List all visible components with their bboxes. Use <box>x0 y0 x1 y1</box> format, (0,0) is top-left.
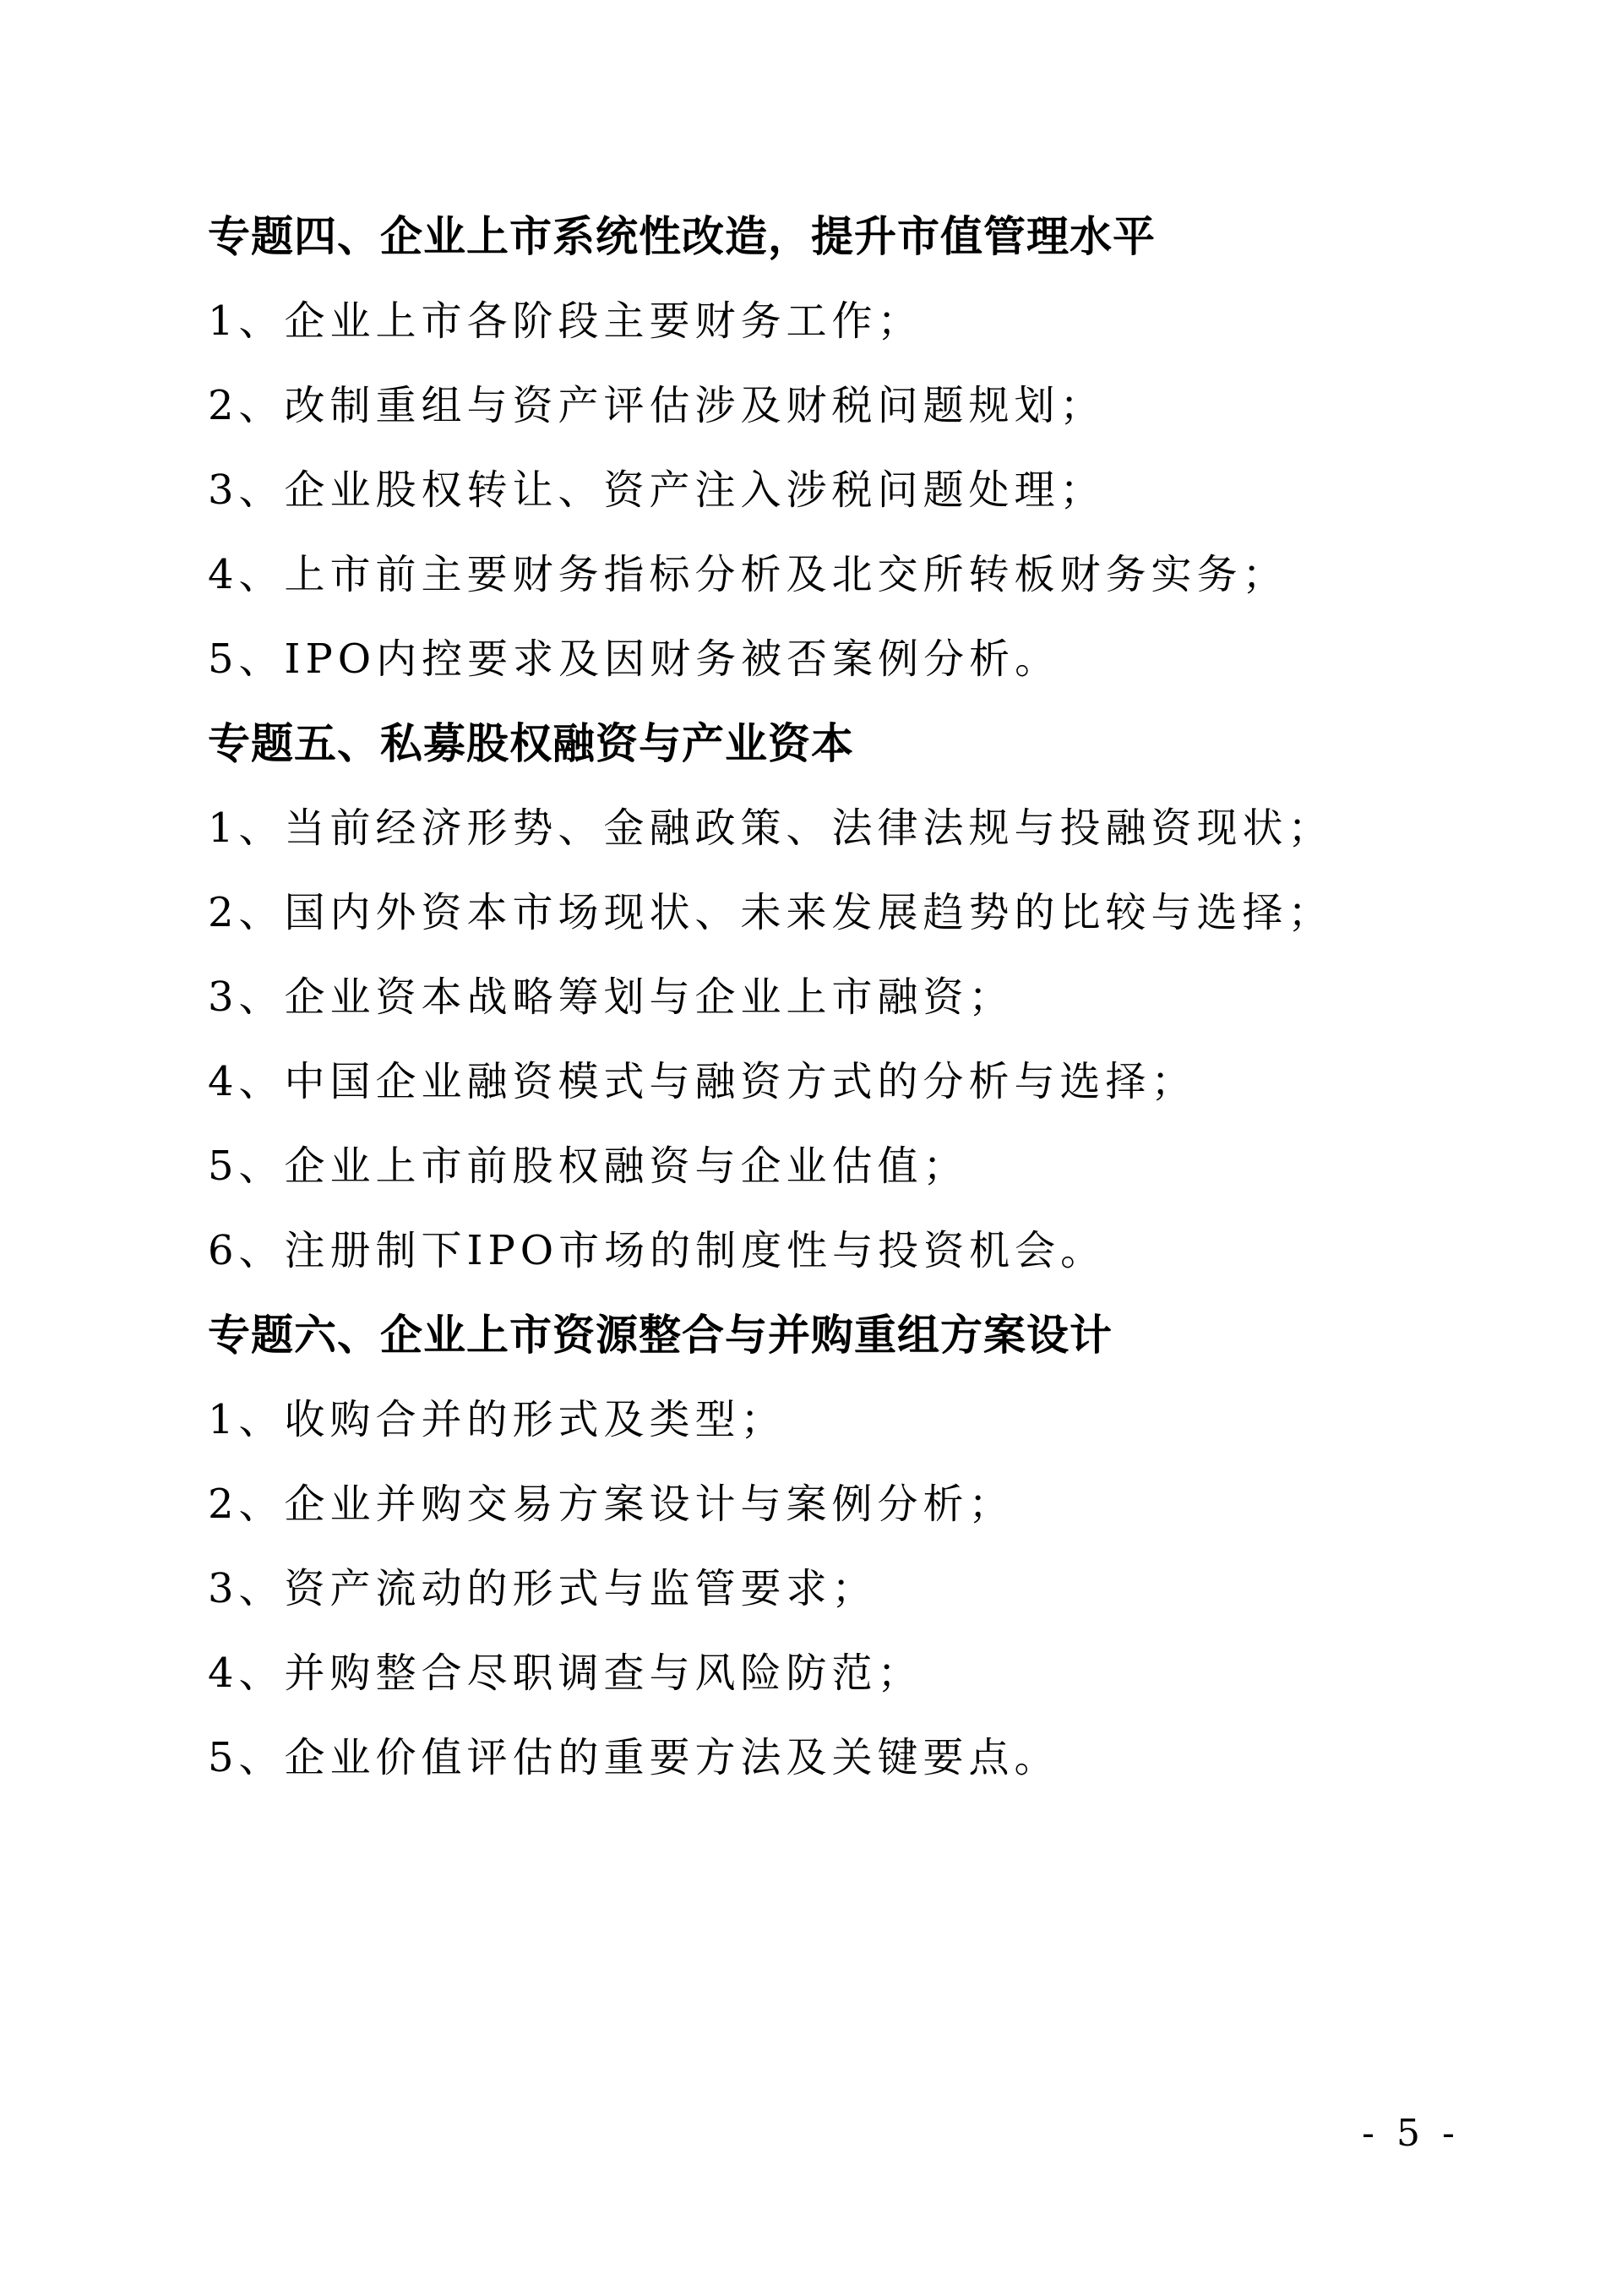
list-item: 1、企业上市各阶段主要财务工作； <box>208 297 923 345</box>
list-item: 2、国内外资本市场现状、未来发展趋势的比较与选择； <box>208 889 1334 936</box>
list-item: 5、企业上市前股权融资与企业估值； <box>208 1143 969 1190</box>
list-item: 5、IPO内控要求及因财务被否案例分析。 <box>208 635 1061 683</box>
section-heading: 专题五、私募股权融资与产业资本 <box>208 719 854 768</box>
list-item: 3、资产流动的形式与监管要求； <box>208 1565 878 1612</box>
list-item: 4、中国企业融资模式与融资方式的分析与选择； <box>208 1058 1197 1105</box>
section-topic-4 <box>208 194 1441 701</box>
list-item: 3、企业资本战略筹划与企业上市融资； <box>208 973 1015 1021</box>
list-item: 4、上市前主要财务指标分析及北交所转板财务实务； <box>208 551 1288 598</box>
section-topic-6 <box>208 1293 1441 1800</box>
document-body <box>208 194 1441 1800</box>
list-item: 2、改制重组与资产评估涉及财税问题规划； <box>208 382 1106 429</box>
section-heading: 专题四、企业上市系统性改造，提升市值管理水平 <box>208 212 1156 261</box>
list-item: 6、注册制下IPO市场的制度性与投资机会。 <box>208 1227 1107 1274</box>
section-topic-5 <box>208 701 1441 1293</box>
section-heading: 专题六、企业上市资源整合与并购重组方案设计 <box>208 1311 1113 1360</box>
list-item: 3、企业股权转让、资产注入涉税问题处理； <box>208 466 1106 514</box>
list-item: 1、收购合并的形式及类型； <box>208 1396 787 1443</box>
list-item: 2、企业并购交易方案设计与案例分析； <box>208 1481 1015 1528</box>
list-item: 1、当前经济形势、金融政策、法律法规与投融资现状； <box>208 804 1334 852</box>
page-number: - 5 - <box>1362 2112 1460 2155</box>
list-item: 4、并购整合尽职调查与风险防范； <box>208 1650 923 1697</box>
list-item: 5、企业价值评估的重要方法及关键要点。 <box>208 1734 1060 1781</box>
